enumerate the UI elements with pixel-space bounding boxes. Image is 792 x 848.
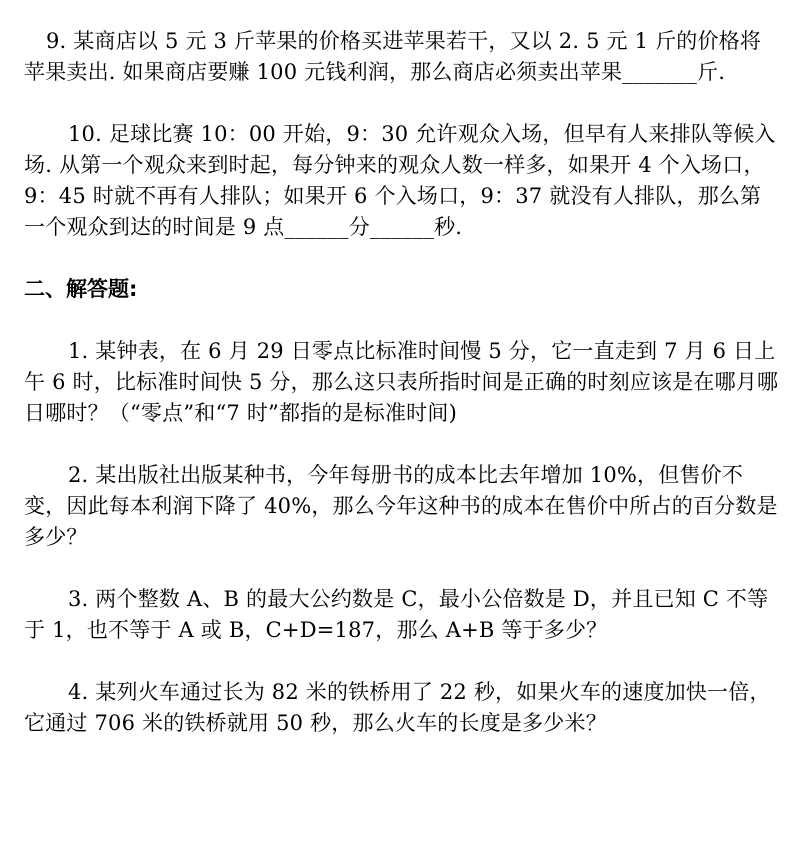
spacer: [24, 646, 780, 677]
spacer: [24, 88, 780, 119]
spacer: [24, 429, 780, 460]
answer-question-2: 2. 某出版社出版某种书，今年每册书的成本比去年增加 10%，但售价不变，因此每本利润下降了 40%，那么今年这种书的成本在售价中所占的百分数是多少？: [24, 463, 778, 549]
document-page: [24, 26, 780, 739]
answer-question-3: 3. 两个整数 A、B 的最大公约数是 C，最小公倍数是 D，并且已知 C 不等于 1，也不等于 A 或 B，C+D=187，那么 A+B 等于多少？: [24, 587, 769, 642]
spacer: [24, 553, 780, 584]
section-heading: 二、解答题:: [24, 277, 138, 301]
answer-question-1: 1. 某钟表，在 6 月 29 日零点比标准时间慢 5 分，它一直走到 7 月 6 日上午 6 时，比标准时间快 5 分，那么这只表所指时间是正确的时刻应该是在哪月哪日哪时？（“零点”和“7 时”都指的是标准时间): [24, 339, 779, 425]
spacer: [24, 243, 780, 274]
answer-question-4: 4. 某列火车通过长为 82 米的铁桥用了 22 秒，如果火车的速度加快一倍，它通过 706 米的铁桥就用 50 秒，那么火车的长度是多少米？: [24, 680, 771, 735]
question-10: 10. 足球比赛 10：00 开始，9：30 允许观众入场，但早有人来排队等候入场. 从第一个观众来到时起，每分钟来的观众人数一样多，如果开 4 个入场口，9：45 时就不再有人排队；如果开 6 个入场口，9：37 就没有人排队，那么第一个观众到达的时间是 9 点______分______秒.: [24, 122, 776, 239]
spacer: [24, 305, 780, 336]
question-9: 9. 某商店以 5 元 3 斤苹果的价格买进苹果若干，又以 2. 5 元 1 斤的价格将苹果卖出. 如果商店要赚 100 元钱利润，那么商店必须卖出苹果_______斤.: [24, 29, 762, 84]
